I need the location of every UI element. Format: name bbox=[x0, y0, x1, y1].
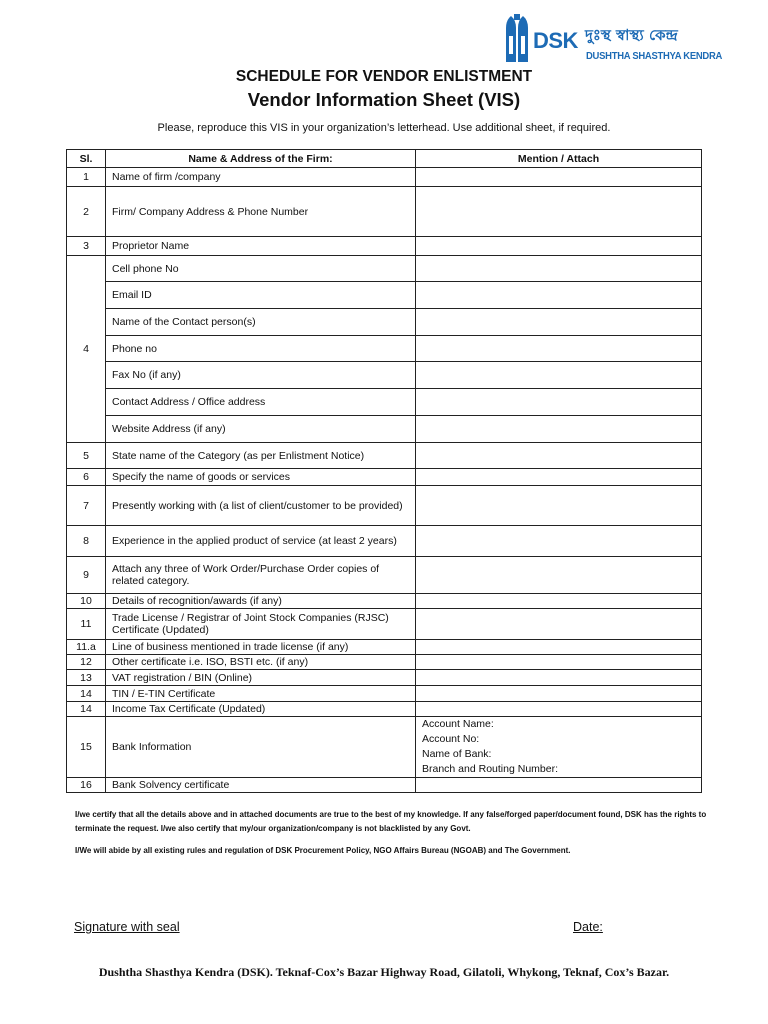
table-row bbox=[67, 778, 702, 793]
bank-account-name-label: Account Name: bbox=[422, 718, 494, 730]
row-number: 10 bbox=[67, 594, 106, 609]
answer-cell[interactable] bbox=[416, 640, 702, 655]
answer-cell[interactable] bbox=[416, 594, 702, 609]
answer-cell[interactable] bbox=[416, 469, 702, 486]
answer-cell[interactable] bbox=[416, 557, 702, 594]
table-row bbox=[67, 416, 702, 443]
row-label: Website Address (if any) bbox=[106, 416, 416, 443]
answer-cell[interactable] bbox=[416, 416, 702, 443]
row-label: Cell phone No bbox=[106, 256, 416, 282]
row-number: 12 bbox=[67, 655, 106, 670]
answer-cell[interactable] bbox=[416, 237, 702, 256]
footer-address: Dushtha Shasthya Kendra (DSK). Teknaf-Cox’s Bazar Highway Road, Gilatoli, Whykong, Teknaf, Cox’s Bazar. bbox=[98, 965, 670, 979]
row-number: 11 bbox=[67, 609, 106, 640]
row-label: Attach any three of Work Order/Purchase Order copies of related category. bbox=[106, 557, 416, 594]
logo-english-name: DUSHTHA SHASTHYA KENDRA bbox=[586, 50, 723, 62]
answer-cell[interactable] bbox=[416, 778, 702, 793]
answer-cell[interactable] bbox=[416, 336, 702, 362]
row-label: Name of firm /company bbox=[106, 168, 416, 187]
row-number: 9 bbox=[67, 557, 106, 594]
answer-cell[interactable] bbox=[416, 282, 702, 309]
row-label: Phone no bbox=[106, 336, 416, 362]
compliance-paragraph: I/We will abide by all existing rules and regulation of DSK Procurement Policy, NGO Affairs Bureau (NGOAB) and The Government. bbox=[75, 846, 571, 855]
row-label: Fax No (if any) bbox=[106, 362, 416, 389]
table-row bbox=[67, 389, 702, 416]
instruction-text: Please, reproduce this VIS in your organization’s letterhead. Use additional sheet, if required. bbox=[157, 122, 611, 134]
table-row bbox=[67, 282, 702, 309]
answer-cell[interactable] bbox=[416, 389, 702, 416]
table-row bbox=[67, 640, 702, 655]
dsk-emblem-icon bbox=[503, 12, 531, 64]
sheet-title: Vendor Information Sheet (VIS) bbox=[247, 89, 521, 110]
vendor-info-table bbox=[66, 149, 702, 793]
answer-cell[interactable] bbox=[416, 526, 702, 557]
answer-cell[interactable] bbox=[416, 309, 702, 336]
table-row bbox=[67, 256, 702, 282]
schedule-title: SCHEDULE FOR VENDOR ENLISTMENT bbox=[235, 68, 533, 85]
table-row bbox=[67, 557, 702, 594]
row-number: 1 bbox=[67, 168, 106, 187]
row-number: 16 bbox=[67, 778, 106, 793]
table-row bbox=[67, 594, 702, 609]
logo-abbreviation: DSK bbox=[533, 28, 578, 53]
answer-cell[interactable] bbox=[416, 443, 702, 469]
answer-cell[interactable] bbox=[416, 686, 702, 702]
row-label: Details of recognition/awards (if any) bbox=[106, 594, 416, 609]
table-row bbox=[67, 526, 702, 557]
column-header-sl: Sl. bbox=[67, 150, 106, 168]
answer-cell[interactable] bbox=[416, 256, 702, 282]
row-number: 8 bbox=[67, 526, 106, 557]
row-number: 3 bbox=[67, 237, 106, 256]
row-label: Bank Information bbox=[106, 717, 416, 778]
row-label: Line of business mentioned in trade license (if any) bbox=[106, 640, 416, 655]
bank-info-cell[interactable] bbox=[416, 717, 702, 778]
row-label: Presently working with (a list of client/customer to be provided) bbox=[106, 486, 416, 526]
date-label: Date: bbox=[573, 920, 603, 934]
logo-bangla-name: দুঃস্থ স্বাস্থ্য কেন্দ্র bbox=[585, 26, 678, 44]
table-header-row bbox=[67, 150, 702, 168]
answer-cell[interactable] bbox=[416, 655, 702, 670]
row-label: Other certificate i.e. ISO, BSTI etc. (if any) bbox=[106, 655, 416, 670]
answer-cell[interactable] bbox=[416, 670, 702, 686]
table-row bbox=[67, 362, 702, 389]
bank-name-label: Name of Bank: bbox=[422, 748, 492, 760]
answer-cell[interactable] bbox=[416, 486, 702, 526]
answer-cell[interactable] bbox=[416, 362, 702, 389]
row-number: 2 bbox=[67, 187, 106, 237]
answer-cell[interactable] bbox=[416, 187, 702, 237]
column-header-mention-attach: Mention / Attach bbox=[416, 150, 702, 168]
row-number: 15 bbox=[67, 717, 106, 778]
table-row bbox=[67, 609, 702, 640]
row-number: 11.a bbox=[67, 640, 106, 655]
table-row bbox=[67, 443, 702, 469]
row-label: Contact Address / Office address bbox=[106, 389, 416, 416]
table-row bbox=[67, 655, 702, 670]
certification-paragraph: I/we certify that all the details above and in attached documents are true to the best of my knowledge. If any false/forged paper/document found, DSK has the rights to terminate the request. I/we also certify that my/our organization/company is not blacklisted by any Govt. bbox=[75, 810, 707, 833]
table-row bbox=[67, 168, 702, 187]
table-row bbox=[67, 686, 702, 702]
row-label: TIN / E-TIN Certificate bbox=[106, 686, 416, 702]
row-label: Email ID bbox=[106, 282, 416, 309]
row-label: State name of the Category (as per Enlistment Notice) bbox=[106, 443, 416, 469]
table-row bbox=[67, 309, 702, 336]
table-row bbox=[67, 187, 702, 237]
row-number: 7 bbox=[67, 486, 106, 526]
signature-label: Signature with seal bbox=[74, 920, 180, 934]
row-label: Name of the Contact person(s) bbox=[106, 309, 416, 336]
table-row bbox=[67, 486, 702, 526]
table-row bbox=[67, 237, 702, 256]
row-label: Firm/ Company Address & Phone Number bbox=[106, 187, 416, 237]
table-row bbox=[67, 336, 702, 362]
row-number: 5 bbox=[67, 443, 106, 469]
table-row bbox=[67, 469, 702, 486]
row-number: 14 bbox=[67, 686, 106, 702]
row-number: 14 bbox=[67, 702, 106, 717]
row-number: 13 bbox=[67, 670, 106, 686]
row-label: Trade License / Registrar of Joint Stock Companies (RJSC) Certificate (Updated) bbox=[106, 609, 416, 640]
answer-cell[interactable] bbox=[416, 609, 702, 640]
table-row bbox=[67, 717, 702, 778]
bank-account-no-label: Account No: bbox=[422, 733, 480, 745]
row-number: 4 bbox=[67, 256, 106, 443]
row-label: Proprietor Name bbox=[106, 237, 416, 256]
table-row bbox=[67, 702, 702, 717]
row-label: VAT registration / BIN (Online) bbox=[106, 670, 416, 686]
answer-cell[interactable] bbox=[416, 702, 702, 717]
table-row bbox=[67, 670, 702, 686]
dsk-logo bbox=[503, 12, 723, 68]
row-label: Experience in the applied product of service (at least 2 years) bbox=[106, 526, 416, 557]
bank-branch-routing-label: Branch and Routing Number: bbox=[422, 763, 558, 775]
row-label: Bank Solvency certificate bbox=[106, 778, 416, 793]
row-number: 6 bbox=[67, 469, 106, 486]
row-label: Income Tax Certificate (Updated) bbox=[106, 702, 416, 717]
row-label: Specify the name of goods or services bbox=[106, 469, 416, 486]
answer-cell[interactable] bbox=[416, 168, 702, 187]
column-header-name-address: Name & Address of the Firm: bbox=[106, 150, 416, 168]
